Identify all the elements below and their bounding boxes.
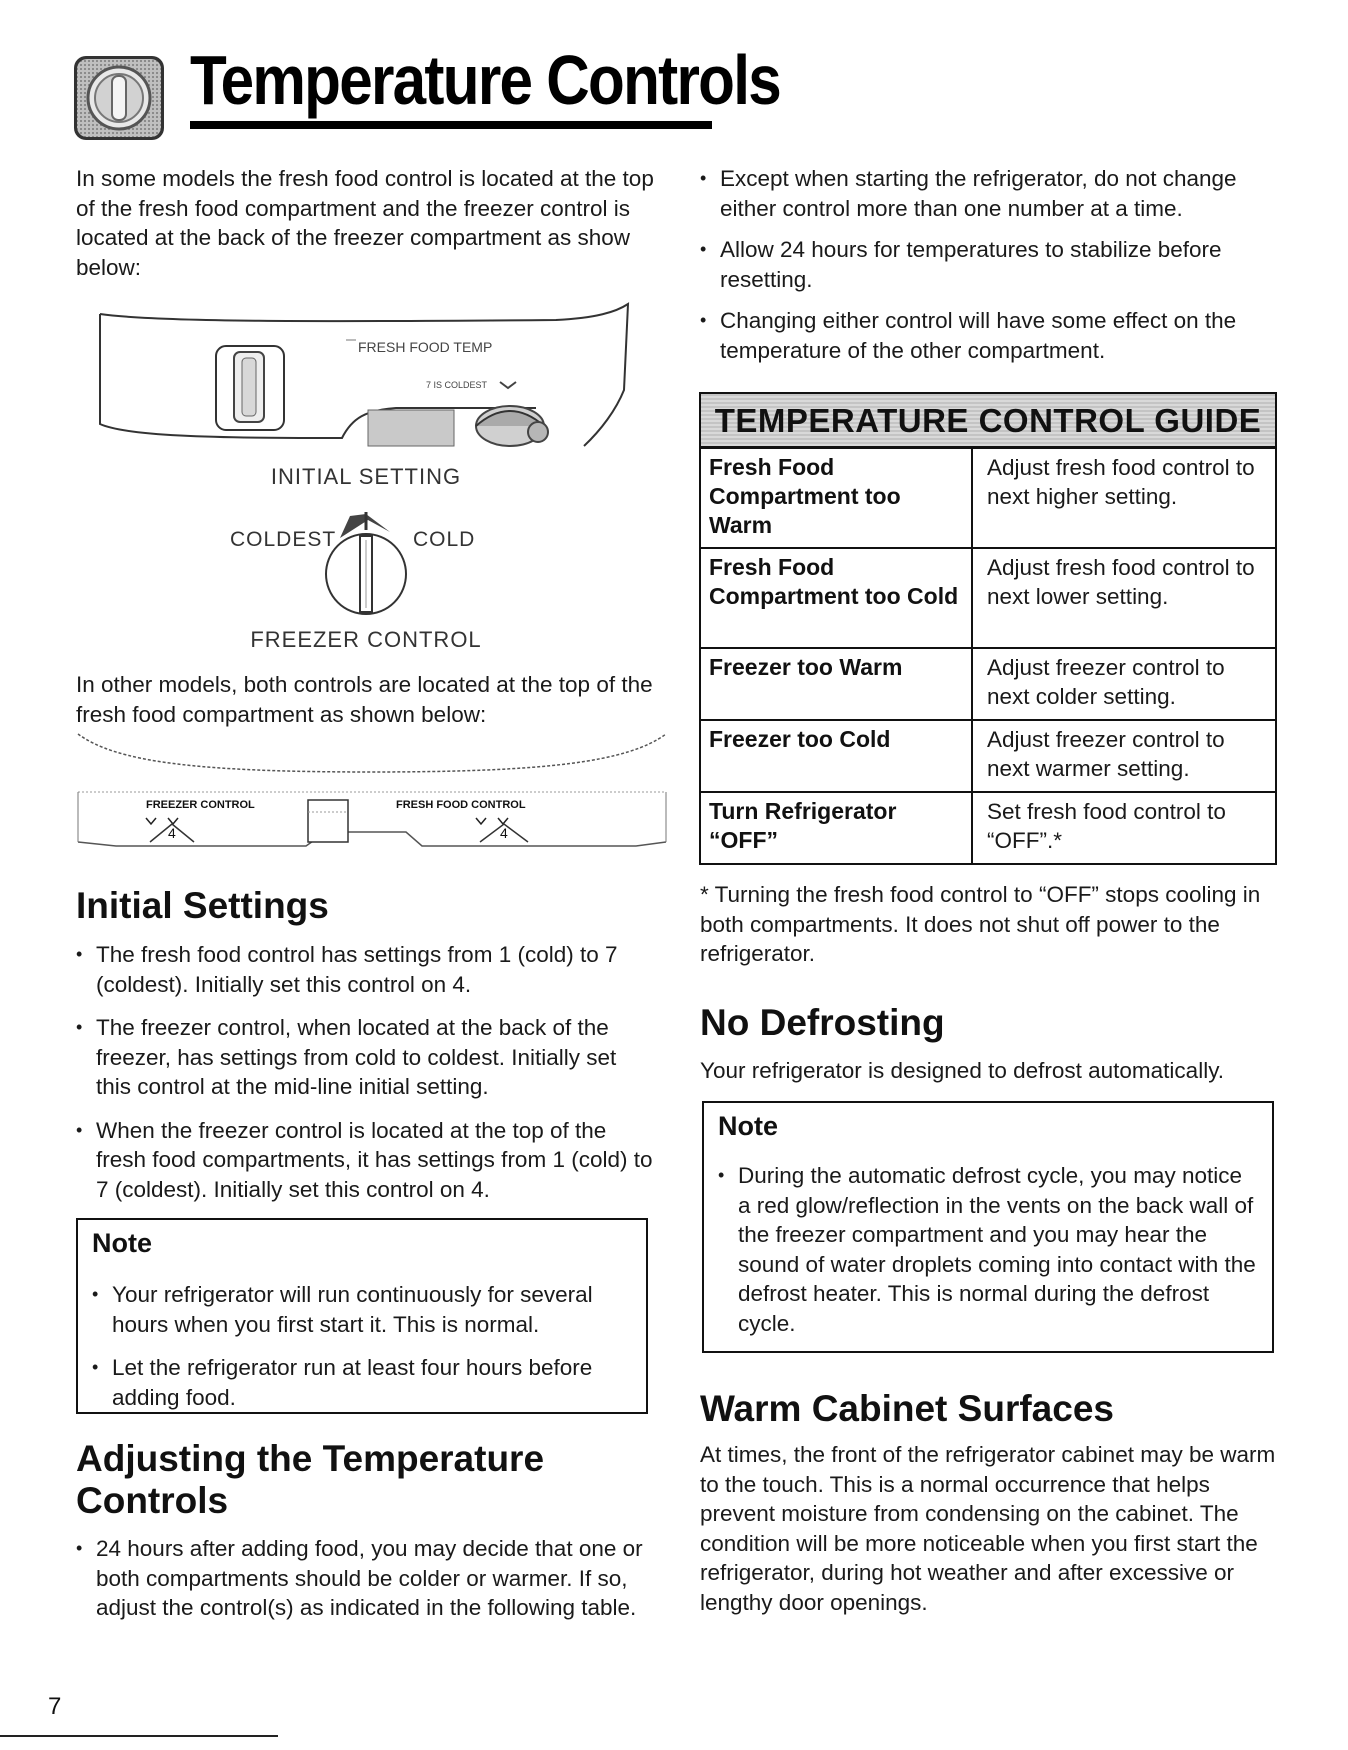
guide-action: Set fresh food control to “OFF”.* [987,799,1226,853]
adjusting-heading: Adjusting the Temperature Controls [76,1438,545,1521]
list-item: • Let the refrigerator run at least four hours before adding food. [92,1353,622,1412]
dial-coldest-label: COLDEST [230,528,337,551]
note-box-right [702,1101,1274,1353]
table-row [701,449,1275,549]
footer-divider [0,1735,278,1737]
initial-settings-list [76,940,656,1218]
no-defrosting-heading: No Defrosting [700,1002,945,1043]
fresh-food-temp-label: FRESH FOOD TEMP [358,339,493,355]
thermostat-dial-icon [72,52,166,144]
note-box-left [76,1218,648,1414]
note-list [718,1161,1258,1338]
list-item: • When the freezer control is located at the top of the fresh food compartments, it has settings from 1 (cold) to 7 (coldest). Initially set this control on 4. [76,1116,656,1205]
list-item: • Changing either control will have some effect on the temperature of the other compartment. [700,306,1280,365]
guide-condition: Fresh Food Compartment too Cold [701,549,973,647]
page-title: Temperature Controls [190,41,781,119]
note-title: Note [92,1228,152,1258]
initial-setting-label: INITIAL SETTING [270,464,462,489]
guide-title: TEMPERATURE CONTROL GUIDE [701,394,1275,449]
intro-paragraph: In some models the fresh food control is located at the top of the fresh food compartment and the freezer control is located at the back of the freezer compartment as show below: [76,166,654,280]
table-row [701,649,1275,721]
footnote: * Turning the fresh food control to “OFF” stops cooling in both compartments. It does not shut off power to the refrigerator. [700,882,1261,966]
guide-action: Adjust freezer control to next warmer setting. [987,727,1225,781]
no-defrosting-text: Your refrigerator is designed to defrost automatically. [700,1058,1225,1083]
table-row [701,721,1275,793]
initial-settings-heading: Initial Settings [76,885,329,926]
adjusting-list [76,1534,656,1623]
note-list [92,1280,622,1426]
guide-action: Adjust freezer control to next colder setting. [987,655,1225,709]
warm-cabinet-text: At times, the front of the refrigerator cabinet may be warm to the touch. This is a normal occurrence that helps prevent moisture from condensing on the cabinet. The condition will be more noticeable when you first start the refrigerator, during hot weather and after excessive or lengthy door openings. [700,1442,1276,1615]
guide-action: Adjust fresh food control to next lower setting. [987,555,1255,609]
left-dial-value: 4 [168,825,176,841]
guide-condition: Freezer too Cold [701,721,973,791]
control-tips-list [700,164,1280,377]
freezer-control-label: FREEZER CONTROL [250,627,482,652]
list-item: • Except when starting the refrigerator, do not change either control more than one number at a time. [700,164,1280,223]
freezer-control-small-label: FREEZER CONTROL [146,799,255,811]
freezer-dial-figure [200,510,530,622]
warm-cabinet-heading: Warm Cabinet Surfaces [700,1388,1114,1429]
list-item: • Your refrigerator will run continuously for several hours when you first start it. This is normal. [92,1280,622,1339]
guide-action: Adjust fresh food control to next higher setting. [987,455,1255,509]
list-item: • The freezer control, when located at the back of the freezer, has settings from cold to coldest. Initially set this control at the mid-line initial setting. [76,1013,656,1102]
fresh-food-control-figure [96,300,632,452]
list-item: • The fresh food control has settings from 1 (cold) to 7 (coldest). Initially set this control on 4. [76,940,656,999]
table-row [701,793,1275,863]
list-item: • During the automatic defrost cycle, you may notice a red glow/reflection in the vents on the back wall of the freezer compartment and you may hear the sound of water droplets coming into contact with the defrost heater. This is normal during the defrost cycle. [718,1161,1258,1338]
right-dial-value: 4 [500,825,508,841]
title-underline [190,121,712,129]
page-number: 7 [48,1693,62,1720]
guide-condition: Turn Refrigerator “OFF” [701,793,973,863]
dial-cold-label: COLD [413,528,476,551]
coldest-note-label: 7 IS COLDEST [426,380,488,390]
list-item: • Allow 24 hours for temperatures to stabilize before resetting. [700,235,1280,294]
table-row [701,549,1275,649]
other-models-paragraph: In other models, both controls are located at the top of the fresh food compartment as shown below: [76,672,653,727]
temperature-control-guide-table [699,392,1277,865]
dual-controls-figure [76,732,668,850]
guide-condition: Freezer too Warm [701,649,973,719]
note-title: Note [718,1111,778,1141]
fresh-food-control-small-label: FRESH FOOD CONTROL [396,799,526,811]
list-item: • 24 hours after adding food, you may decide that one or both compartments should be colder or warmer. If so, adjust the control(s) as indicated in the following table. [76,1534,656,1623]
guide-condition: Fresh Food Compartment too Warm [701,449,973,547]
